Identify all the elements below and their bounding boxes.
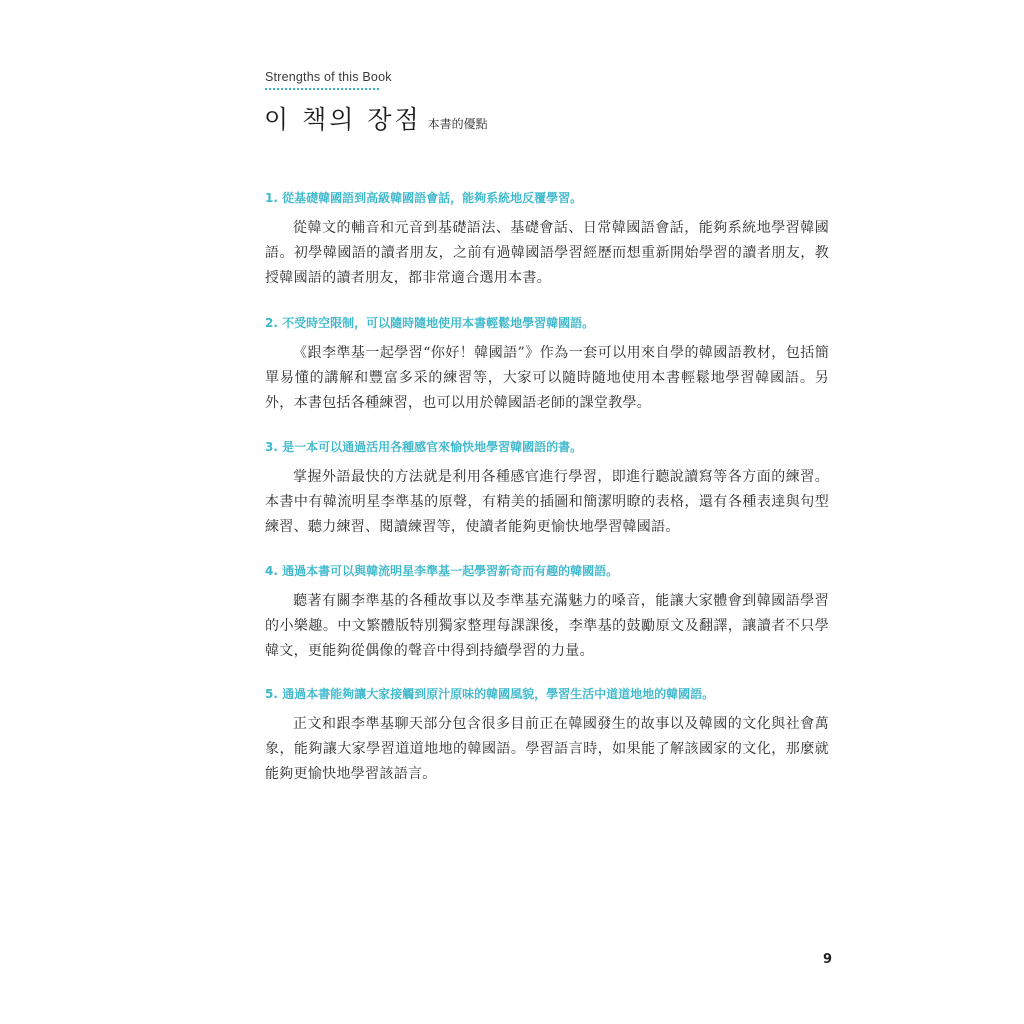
header-subtitle: Strengths of this Book [265,70,392,84]
section-heading: 1. 從基礎韓國語到高級韓國語會話，能夠系統地反覆學習。 [265,191,583,205]
page-title-chinese: 本書的優點 [427,117,488,131]
section-body: 掌握外語最快的方法就是利用各種感官進行學習，即進行聽說讀寫等各方面的練習。本書中有韓流明星李準基的原聲，有精美的插圖和簡潔明瞭的表格，還有各種表達與句型練習、聽力練習、閱讀練習等，使讀者能夠更愉快地學習韓國語。 [265,469,829,535]
section-heading: 5. 通過本書能夠讓大家接觸到原汁原味的韓國風貌，學習生活中道道地地的韓國語。 [265,687,715,701]
strength-section-1 [265,189,829,291]
page-title-korean: 이 책의 장점 [264,105,422,134]
header-dotted-underline [265,88,379,90]
section-heading: 4. 通過本書可以與韓流明星李準基一起學習新奇而有趣的韓國語。 [265,564,619,578]
strength-section-5 [265,685,829,787]
page-title [264,100,488,134]
strength-section-3 [265,438,829,540]
section-heading: 2. 不受時空限制，可以隨時隨地使用本書輕鬆地學習韓國語。 [265,316,595,330]
strength-section-2 [265,314,829,416]
strength-section-4 [265,562,829,664]
page-number: 9 [822,952,832,967]
section-body: 《跟李準基一起學習“你好！韓國語”》作為一套可以用來自學的韓國語教材，包括簡單易懂的講解和豐富多采的練習等，大家可以隨時隨地使用本書輕鬆地學習韓國語。另外，本書包括各種練習，也可以用於韓國語老師的課堂教學。 [265,345,829,411]
section-heading: 3. 是一本可以通過活用各種感官來愉快地學習韓國語的書。 [265,440,583,454]
section-body: 正文和跟李準基聊天部分包含很多目前正在韓國發生的故事以及韓國的文化與社會萬象，能夠讓大家學習道道地地的韓國語。學習語言時，如果能了解該國家的文化，那麼就能夠更愉快地學習該語言。 [265,716,829,782]
section-body: 聽著有關李準基的各種故事以及李準基充滿魅力的嗓音，能讓大家體會到韓國語學習的小樂趣。中文繁體版特別獨家整理每課課後，李準基的鼓勵原文及翻譯，讓讀者不只學韓文，更能夠從偶像的聲音中得到持續學習的力量。 [265,593,829,659]
section-body: 從韓文的輔音和元音到基礎語法、基礎會話、日常韓國語會話，能夠系統地學習韓國語。初學韓國語的讀者朋友，之前有過韓國語學習經歷而想重新開始學習的讀者朋友，教授韓國語的讀者朋友，都非常適合選用本書。 [265,220,829,286]
